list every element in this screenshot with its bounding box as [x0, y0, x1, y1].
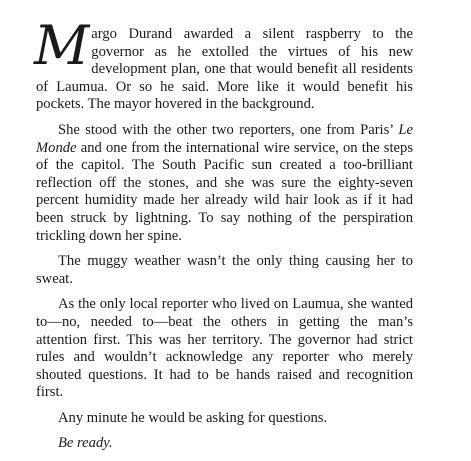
text-segment: She stood with the other two reporters, one from Paris’	[58, 121, 399, 138]
text-segment: Any minute he would be asking for questions.	[58, 409, 328, 426]
paragraph-2	[36, 122, 413, 245]
paragraph-3	[36, 253, 413, 288]
newspaper-title: Le Monde	[36, 121, 413, 156]
text-segment: and one from the international wire service, on the steps of the capitol. The South Pacific sun created a too-brilliant reflection off the stones, and she was sure the eighty-seven percent humidity made her already wild hair look as if it had been struck by lightning. To say nothing of the perspiration trickling down her spine.	[36, 139, 413, 244]
document-page	[34, 14, 413, 461]
paragraph-1	[34, 14, 413, 114]
drop-cap: M	[34, 14, 88, 77]
paragraph-4	[36, 296, 413, 402]
paragraph-5	[36, 410, 413, 428]
text-segment: Be ready.	[58, 435, 113, 452]
text-segment: As the only local reporter who lived on Laumua, she wanted to—no, needed to—beat the others in getting the man’s attention first. This was her territory. The governor had strict rules and wouldn’t acknowledge any reporter who merely shouted questions. It had to be hands raised and recognition first.	[36, 296, 413, 401]
text-segment: argo Durand awarded a silent raspberry to the governor as he extolled the virtues of his new development plan, one that would benefit all residents of Laumua. Or so he said. More like it would benefit his pockets. The mayor hovered in the background.	[36, 26, 413, 113]
paragraph-6	[36, 435, 413, 453]
text-segment: The muggy weather wasn’t the only thing causing her to sweat.	[36, 253, 413, 287]
